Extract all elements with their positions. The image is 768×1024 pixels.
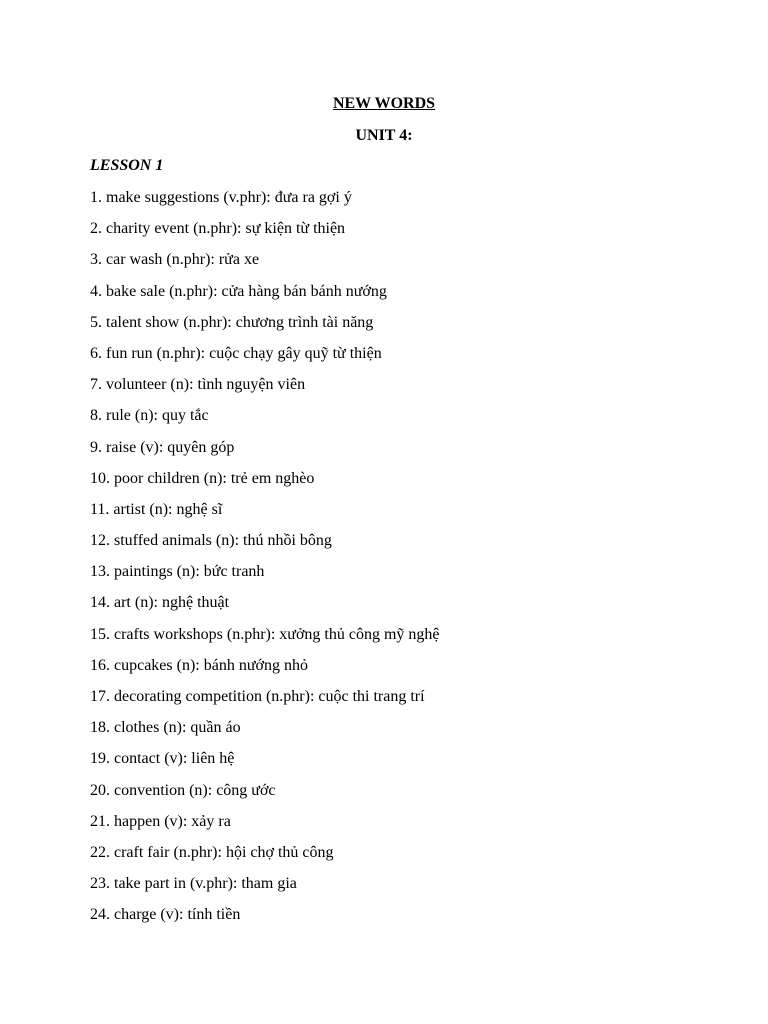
vocabulary-item: 1. make suggestions (v.phr): đưa ra gợi ý	[90, 189, 352, 206]
vocabulary-item: 7. volunteer (n): tình nguyện viên	[90, 376, 306, 394]
lesson-heading: LESSON 1	[90, 157, 164, 174]
vocabulary-item: 15. crafts workshops (n.phr): xưởng thủ công mỹ nghệ	[90, 625, 440, 643]
vocabulary-item: 19. contact (v): liên hệ	[90, 750, 235, 768]
vocabulary-item: 6. fun run (n.phr): cuộc chạy gây quỹ từ thiện	[90, 344, 382, 362]
vocabulary-item: 18. clothes (n): quần áo	[90, 719, 241, 737]
vocabulary-item: 24. charge (v): tính tiền	[90, 906, 241, 924]
vocabulary-item: 12. stuffed animals (n): thú nhồi bông	[90, 532, 332, 550]
vocabulary-item: 13. paintings (n): bức tranh	[90, 563, 265, 581]
vocabulary-item: 10. poor children (n): trẻ em nghèo	[90, 469, 315, 487]
vocabulary-item: 20. convention (n): công ước	[90, 781, 276, 799]
vocabulary-item: 16. cupcakes (n): bánh nướng nhỏ	[90, 656, 308, 674]
vocabulary-list	[90, 188, 440, 937]
vocabulary-item: 8. rule (n): quy tắc	[90, 407, 209, 425]
vocabulary-item: 4. bake sale (n.phr): cửa hàng bán bánh nướng	[90, 282, 387, 300]
vocabulary-item: 3. car wash (n.phr): rửa xe	[90, 251, 260, 269]
vocabulary-item: 23. take part in (v.phr): tham gia	[90, 875, 297, 893]
vocabulary-item: 2. charity event (n.phr): sự kiện từ thiện	[90, 220, 346, 238]
vocabulary-item: 17. decorating competition (n.phr): cuộc thi trang trí	[90, 688, 425, 705]
unit-heading: UNIT 4:	[355, 127, 413, 144]
vocabulary-item: 14. art (n): nghệ thuật	[90, 594, 230, 612]
vocabulary-item: 11. artist (n): nghệ sĩ	[90, 500, 223, 518]
vocabulary-item: 5. talent show (n.phr): chương trình tài năng	[90, 313, 374, 331]
vocabulary-item: 22. craft fair (n.phr): hội chợ thủ công	[90, 843, 334, 861]
document-title: NEW WORDS	[332, 95, 436, 112]
vocabulary-item: 21. happen (v): xảy ra	[90, 812, 231, 830]
vocabulary-item: 9. raise (v): quyên góp	[90, 438, 235, 456]
